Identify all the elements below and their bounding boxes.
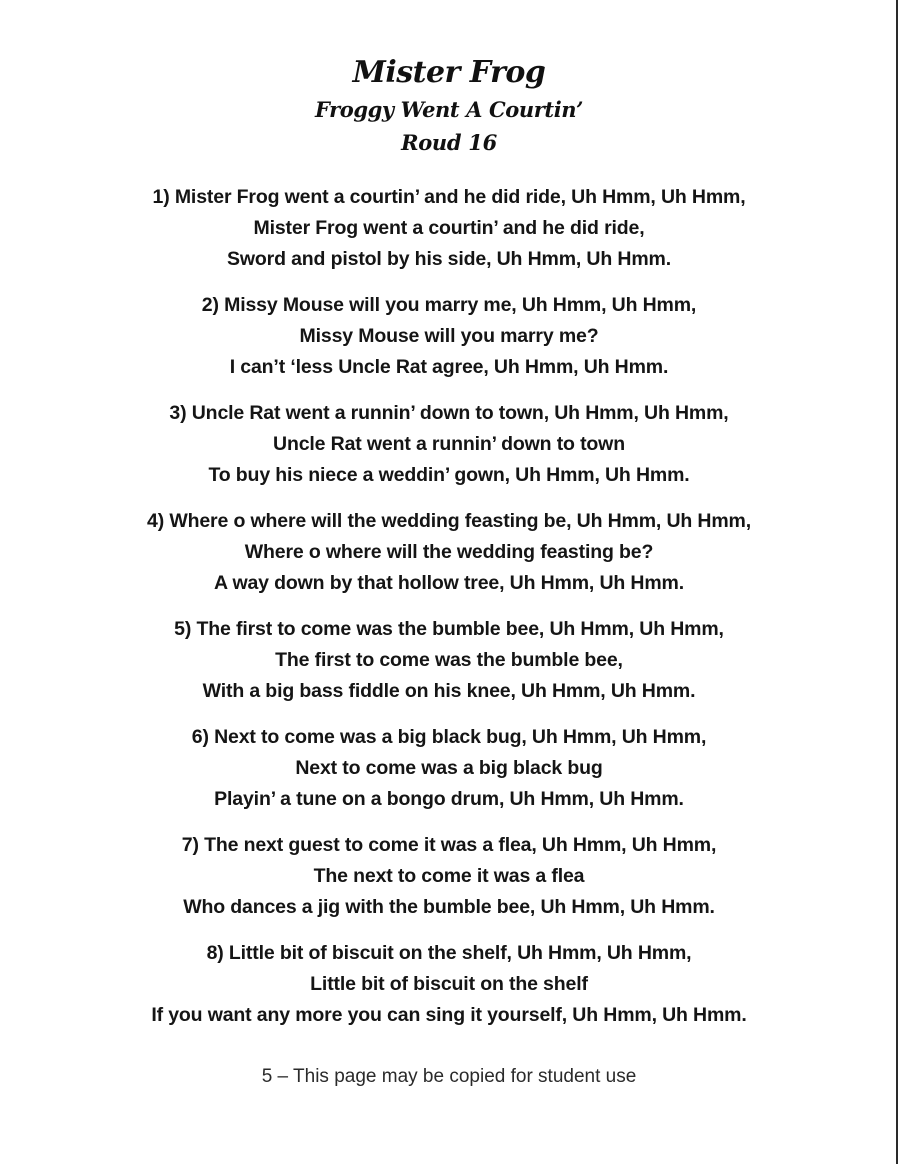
verse-line: I can’t ‘less Uncle Rat agree, Uh Hmm, Uh Hmm. bbox=[229, 356, 669, 378]
verse-number: 6) bbox=[191, 726, 209, 748]
verse-line bbox=[0, 290, 898, 321]
verse-8 bbox=[0, 938, 898, 1031]
verse-line: The next to come it was a flea bbox=[313, 865, 585, 887]
verse-line: Mister Frog went a courtin’ and he did ride, bbox=[253, 217, 645, 239]
verse-6 bbox=[0, 722, 898, 815]
verse-4 bbox=[0, 506, 898, 599]
verse-7 bbox=[0, 830, 898, 923]
verse-line-text: Where o where will the wedding feasting be, Uh Hmm, Uh Hmm, bbox=[169, 510, 751, 532]
verse-line-text: Next to come was a big black bug, Uh Hmm, Uh Hmm, bbox=[214, 726, 707, 748]
verse-line bbox=[0, 398, 898, 429]
verse-line: Missy Mouse will you marry me? bbox=[299, 325, 599, 347]
verse-5 bbox=[0, 614, 898, 707]
verse-number: 8) bbox=[206, 942, 224, 964]
verse-line bbox=[0, 830, 898, 861]
verse-number: 7) bbox=[181, 834, 199, 856]
verse-number: 1) bbox=[152, 186, 170, 208]
verse-line: The first to come was the bumble bee, bbox=[275, 649, 623, 671]
verse-line: Next to come was a big black bug bbox=[295, 757, 603, 779]
verse-line-text: Uncle Rat went a runnin’ down to town, Uh Hmm, Uh Hmm, bbox=[191, 402, 729, 424]
verse-line: Uncle Rat went a runnin’ down to town bbox=[273, 433, 625, 455]
verse-3 bbox=[0, 398, 898, 491]
verse-line: Where o where will the wedding feasting be? bbox=[244, 541, 654, 563]
verse-line: With a big bass fiddle on his knee, Uh Hmm, Uh Hmm. bbox=[202, 680, 696, 702]
verse-line bbox=[0, 938, 898, 969]
verse-line: A way down by that hollow tree, Uh Hmm, Uh Hmm. bbox=[213, 572, 684, 594]
verse-line bbox=[0, 182, 898, 213]
verse-line: Playin’ a tune on a bongo drum, Uh Hmm, Uh Hmm. bbox=[214, 788, 684, 810]
verse-number: 5) bbox=[174, 618, 192, 640]
verse-line: Sword and pistol by his side, Uh Hmm, Uh Hmm. bbox=[227, 248, 671, 270]
verse-line bbox=[0, 506, 898, 537]
verse-number: 4) bbox=[147, 510, 165, 532]
song-subtitle: Froggy Went A Courtin’ bbox=[314, 97, 584, 122]
verse-line bbox=[0, 722, 898, 753]
song-title: Mister Frog bbox=[352, 55, 546, 90]
verse-line: To buy his niece a weddin’ gown, Uh Hmm, Uh Hmm. bbox=[208, 464, 690, 486]
verse-line bbox=[0, 614, 898, 645]
roud-number: Roud 16 bbox=[401, 130, 497, 155]
verse-line-text: The next guest to come it was a flea, Uh Hmm, Uh Hmm, bbox=[204, 834, 717, 856]
verse-line-text: Little bit of biscuit on the shelf, Uh Hmm, Uh Hmm, bbox=[228, 942, 692, 964]
verse-2 bbox=[0, 290, 898, 383]
verse-1 bbox=[0, 182, 898, 275]
verse-line-text: The first to come was the bumble bee, Uh Hmm, Uh Hmm, bbox=[196, 618, 724, 640]
verse-line-text: Mister Frog went a courtin’ and he did ride, Uh Hmm, Uh Hmm, bbox=[174, 186, 746, 208]
verse-list bbox=[0, 182, 898, 1046]
verse-number: 3) bbox=[169, 402, 187, 424]
verse-line: Little bit of biscuit on the shelf bbox=[310, 973, 588, 995]
verse-line: If you want any more you can sing it yourself, Uh Hmm, Uh Hmm. bbox=[151, 1004, 747, 1026]
verse-line: Who dances a jig with the bumble bee, Uh Hmm, Uh Hmm. bbox=[183, 896, 715, 918]
verse-number: 2) bbox=[201, 294, 219, 316]
page-footer: 5 – This page may be copied for student use bbox=[261, 1066, 637, 1087]
verse-line-text: Missy Mouse will you marry me, Uh Hmm, Uh Hmm, bbox=[224, 294, 697, 316]
